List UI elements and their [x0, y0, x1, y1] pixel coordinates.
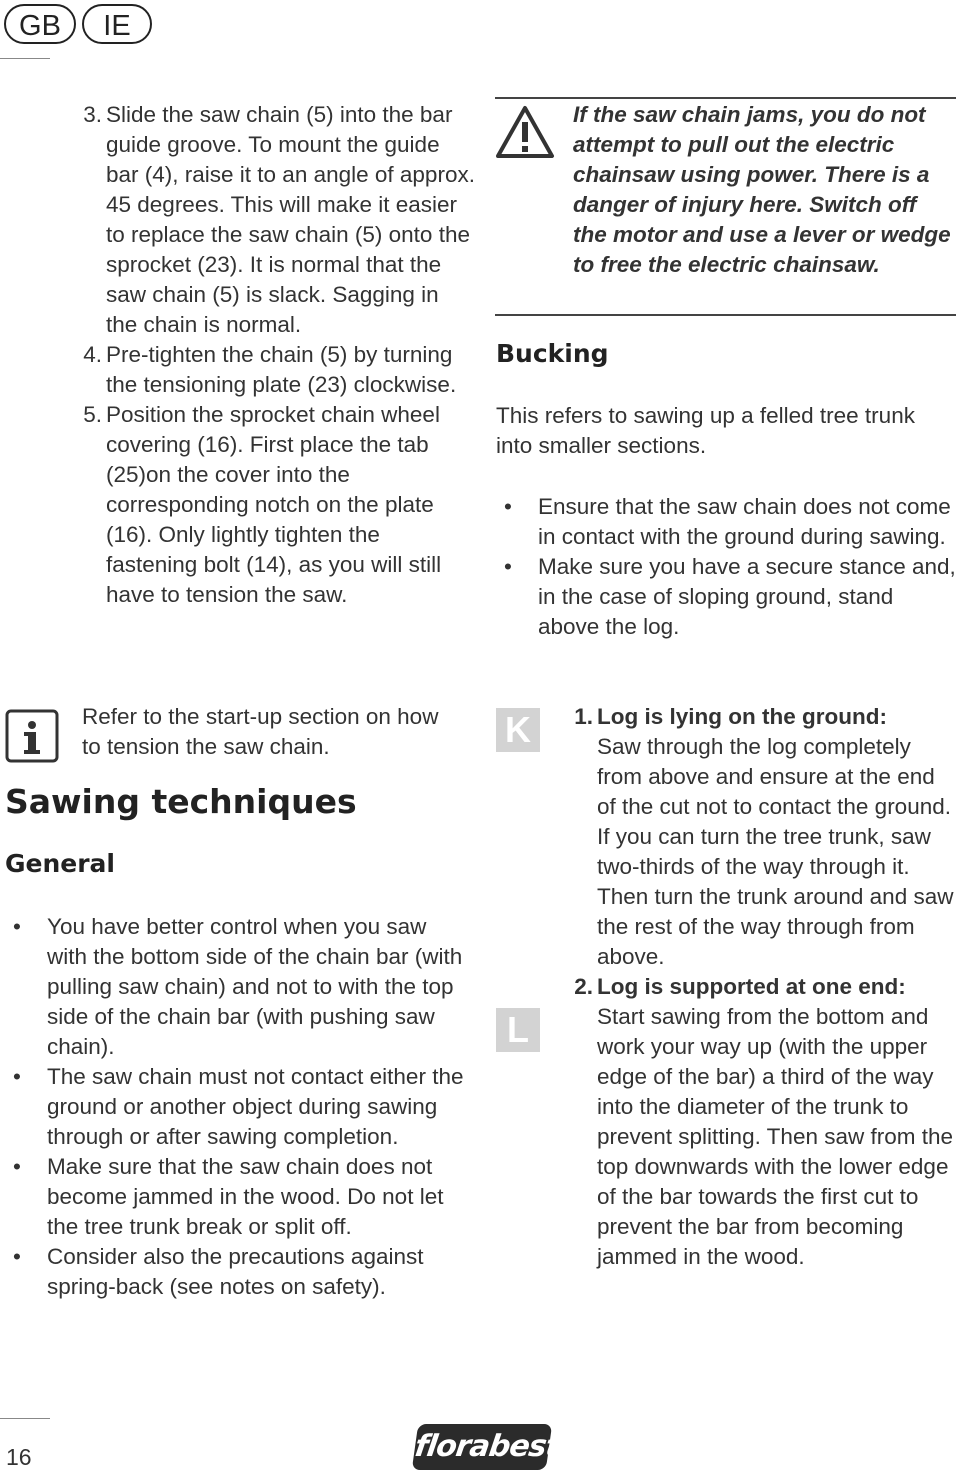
bucking-cases: [574, 702, 955, 1272]
list-item: • Ensure that the saw chain does not come in contact with the ground during sawing.: [504, 494, 951, 549]
warning-text: If the saw chain jams, you do not attempt to pull out the electric chainsaw using power. There is a danger of injury here. Switch off the motor and use a lever or wedge to free the electric chainsaw.: [573, 102, 951, 277]
lang-badge-gb: GB: [4, 4, 76, 44]
step-text: Position the sprocket chain wheel covering (16). First place the tab (25)on the cover into the corresponding notch on the plate (16). Only lightly tighten the fastening bolt (14), as you will still have to tension the saw.: [106, 402, 442, 607]
warning-bottom-rule: [495, 314, 956, 316]
case-item: 2. Log is supported at one end: Start sawing from the bottom and work your way up (with the upper edge of the bar) a third of the way into the diameter of the trunk to prevent splitting. Then saw from the top downwards with the lower edge of the bar towards the first cut to prevent the bar from becoming jammed in the wood.: [574, 974, 954, 1269]
footer-rule: [0, 1418, 50, 1419]
step-item: 4. Pre-tighten the chain (5) by turning the tensioning plate (23) clockwise.: [83, 342, 457, 397]
header-rule-left: [0, 58, 50, 59]
step-item: 3. Slide the saw chain (5) into the bar guide groove. To mount the guide bar (4), raise it to an angle of approx. 45 degrees. This will make it easier to replace the saw chain (5) onto the sprocket (23). It is normal that the saw chain (5) is slack. Sagging in the chain is normal.: [83, 102, 475, 337]
step-text: Pre-tighten the chain (5) by turning the tensioning plate (23) clockwise.: [106, 342, 457, 397]
brand-logo: [412, 1424, 562, 1470]
warning-icon: [494, 104, 556, 160]
list-item: • The saw chain must not contact either the ground or another object during sawing through or after sawing completion.: [13, 1064, 464, 1149]
case-text: Saw through the log completely from above and ensure at the end of the cut not to contact the ground. If you can turn the tree trunk, saw two-thirds of the way through it. Then turn the trunk around and saw the rest of the way through from above.: [597, 734, 954, 969]
figure-l-label: L: [496, 1008, 540, 1052]
case-title: Log is supported at one end:: [597, 974, 906, 999]
mounting-steps: [83, 100, 476, 610]
heading-sawing-techniques: Sawing techniques: [5, 782, 357, 821]
list-item: • You have better control when you saw with the bottom side of the chain bar (with pulling saw chain) and not to with the top side of the chain bar (with pushing saw chain).: [13, 914, 463, 1059]
case-title: Log is lying on the ground:: [597, 704, 887, 729]
case-item: 1. Log is lying on the ground: Saw through the log completely from above and ensure at the end of the cut not to contact the ground. If you can turn the tree trunk, saw two-thirds of the way through it. Then turn the trunk around and saw the rest of the way through from above.: [574, 704, 954, 969]
heading-bucking: Bucking: [496, 339, 609, 368]
info-note: Refer to the start-up section on how to tension the saw chain.: [82, 704, 439, 759]
list-item: • Make sure that the saw chain does not become jammed in the wood. Do not let the tree trunk break or split off.: [13, 1154, 444, 1239]
heading-general: General: [5, 849, 115, 878]
info-icon: [4, 708, 60, 764]
step-item: 5. Position the sprocket chain wheel covering (16). First place the tab (25)on the cover into the corresponding notch on the plate (16). Only lightly tighten the fastening bolt (14), as you will still have to tension the saw.: [83, 402, 442, 607]
bucking-bullets: [504, 492, 956, 642]
list-item: • Consider also the precautions against spring-back (see notes on safety).: [13, 1244, 424, 1299]
page-number: 16: [6, 1444, 32, 1470]
warning-top-rule: [495, 97, 956, 99]
case-text: Start sawing from the bottom and work your way up (with the upper edge of the bar) a third of the way into the diameter of the trunk to prevent splitting. Then saw from the top downwards with the lower edge of the bar towards the first cut to prevent the bar from becoming jammed in the wood.: [597, 1004, 954, 1269]
list-item: • Make sure you have a secure stance and, in the case of sloping ground, stand above the log.: [504, 554, 956, 639]
figure-k-label: K: [496, 708, 540, 752]
general-bullets: [13, 912, 467, 1302]
bucking-intro: This refers to sawing up a felled tree trunk into smaller sections.: [496, 403, 915, 458]
step-text: Slide the saw chain (5) into the bar guide groove. To mount the guide bar (4), raise it to an angle of approx. 45 degrees. This will make it easier to replace the saw chain (5) onto the sprocket (23). It is normal that the saw chain (5) is slack. Sagging in the chain is normal.: [106, 102, 475, 337]
brand-logo-text: florabest: [412, 1429, 562, 1464]
lang-badge-ie: IE: [82, 4, 152, 44]
